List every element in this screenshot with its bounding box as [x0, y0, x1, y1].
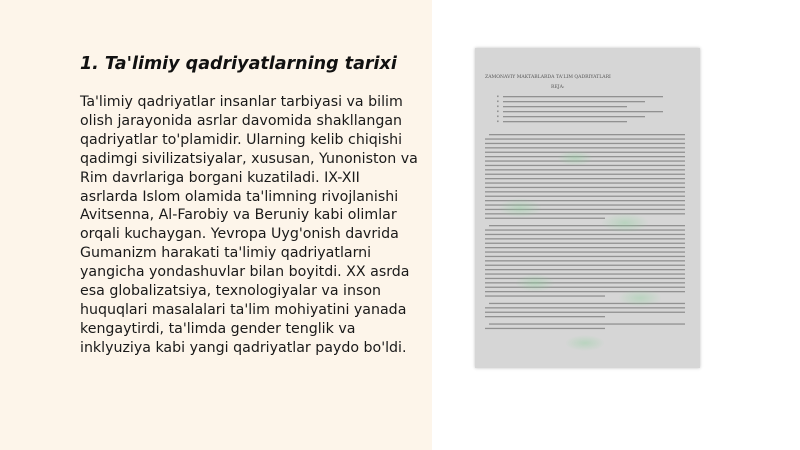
document-text-line [485, 247, 685, 248]
document-text-line [497, 116, 499, 118]
document-scan-image [475, 48, 700, 368]
document-text-line [485, 273, 685, 274]
document-text-line [497, 111, 499, 113]
document-text-line [497, 106, 499, 108]
document-text-line [485, 269, 685, 270]
document-text-line [497, 121, 499, 123]
document-text-line [503, 106, 627, 107]
slide-title: 1. Ta'limiy qadriyatlarning tarixi [80, 54, 397, 74]
document-text-line [489, 323, 685, 324]
document-text-line [497, 101, 499, 103]
document-header-line1: ZAMONAVIY MAKTABLARDA TA'LIM QADRIYATLARI [485, 75, 611, 80]
document-text-line [485, 243, 685, 244]
document-text-line [503, 101, 645, 102]
document-text-line [485, 295, 605, 296]
document-text-line [485, 182, 685, 183]
document-text-line [485, 265, 685, 266]
document-text-line [489, 134, 685, 135]
document-text-line [485, 174, 685, 175]
document-text-line [485, 328, 605, 329]
document-text-line [485, 234, 685, 235]
document-text-line [485, 191, 685, 192]
slide-body-text: Ta'limiy qadriyatlar insanlar tarbiyasi va bilim olish jarayonida asrlar davomida shakllangan qadriyatlar to'plamidir. Ularning kelib chiqishi qadimgi sivilizatsiyalar, xususan, Yunoniston va Rim davrlariga borgani kuzatiladi. IX-XII asrlarda Islom olamida ta'limning rivojlanishi Avitsenna, Al-Farobiy va Beruniy kabi olimlar orqali kuchaygan. Yevropa Uyg'onish davrida Gumanizm harakati ta'limiy qadriyatlarni yangicha yondashuvlar bilan boyitdi. XX asrda esa globalizatsiya, texnologiyalar va inson huquqlari masalalari ta'lim mohiyatini yanada kengaytirdi, ta'limda gender tenglik va inklyuziya kabi yangi qadriyatlar paydo bo'ldi. [80, 94, 418, 356]
document-text-line [485, 278, 685, 279]
document-text-line [503, 121, 627, 122]
document-text-line [485, 238, 685, 239]
document-text-line [485, 260, 685, 261]
document-text-line [503, 116, 645, 117]
document-text-line [485, 312, 685, 313]
document-text-line [485, 143, 685, 144]
document-text-line [485, 187, 685, 188]
document-text-line [485, 178, 685, 179]
document-text-line [485, 316, 605, 317]
document-text-line [485, 256, 685, 257]
document-text-line [485, 147, 685, 148]
document-text-line [485, 138, 685, 139]
document-text-line [485, 307, 685, 308]
document-text-line [485, 282, 685, 283]
document-text-line [489, 225, 685, 226]
document-text-line [485, 218, 605, 219]
document-text-line [485, 287, 685, 288]
document-text-line [485, 251, 685, 252]
document-text-line [485, 229, 685, 230]
document-header-line2: REJA: [551, 85, 565, 90]
document-text-line [497, 96, 499, 98]
document-text-line [485, 169, 685, 170]
document-text-line [503, 96, 663, 97]
document-text-line [485, 196, 685, 197]
document-text-line [503, 111, 663, 112]
document-text-line [485, 165, 685, 166]
